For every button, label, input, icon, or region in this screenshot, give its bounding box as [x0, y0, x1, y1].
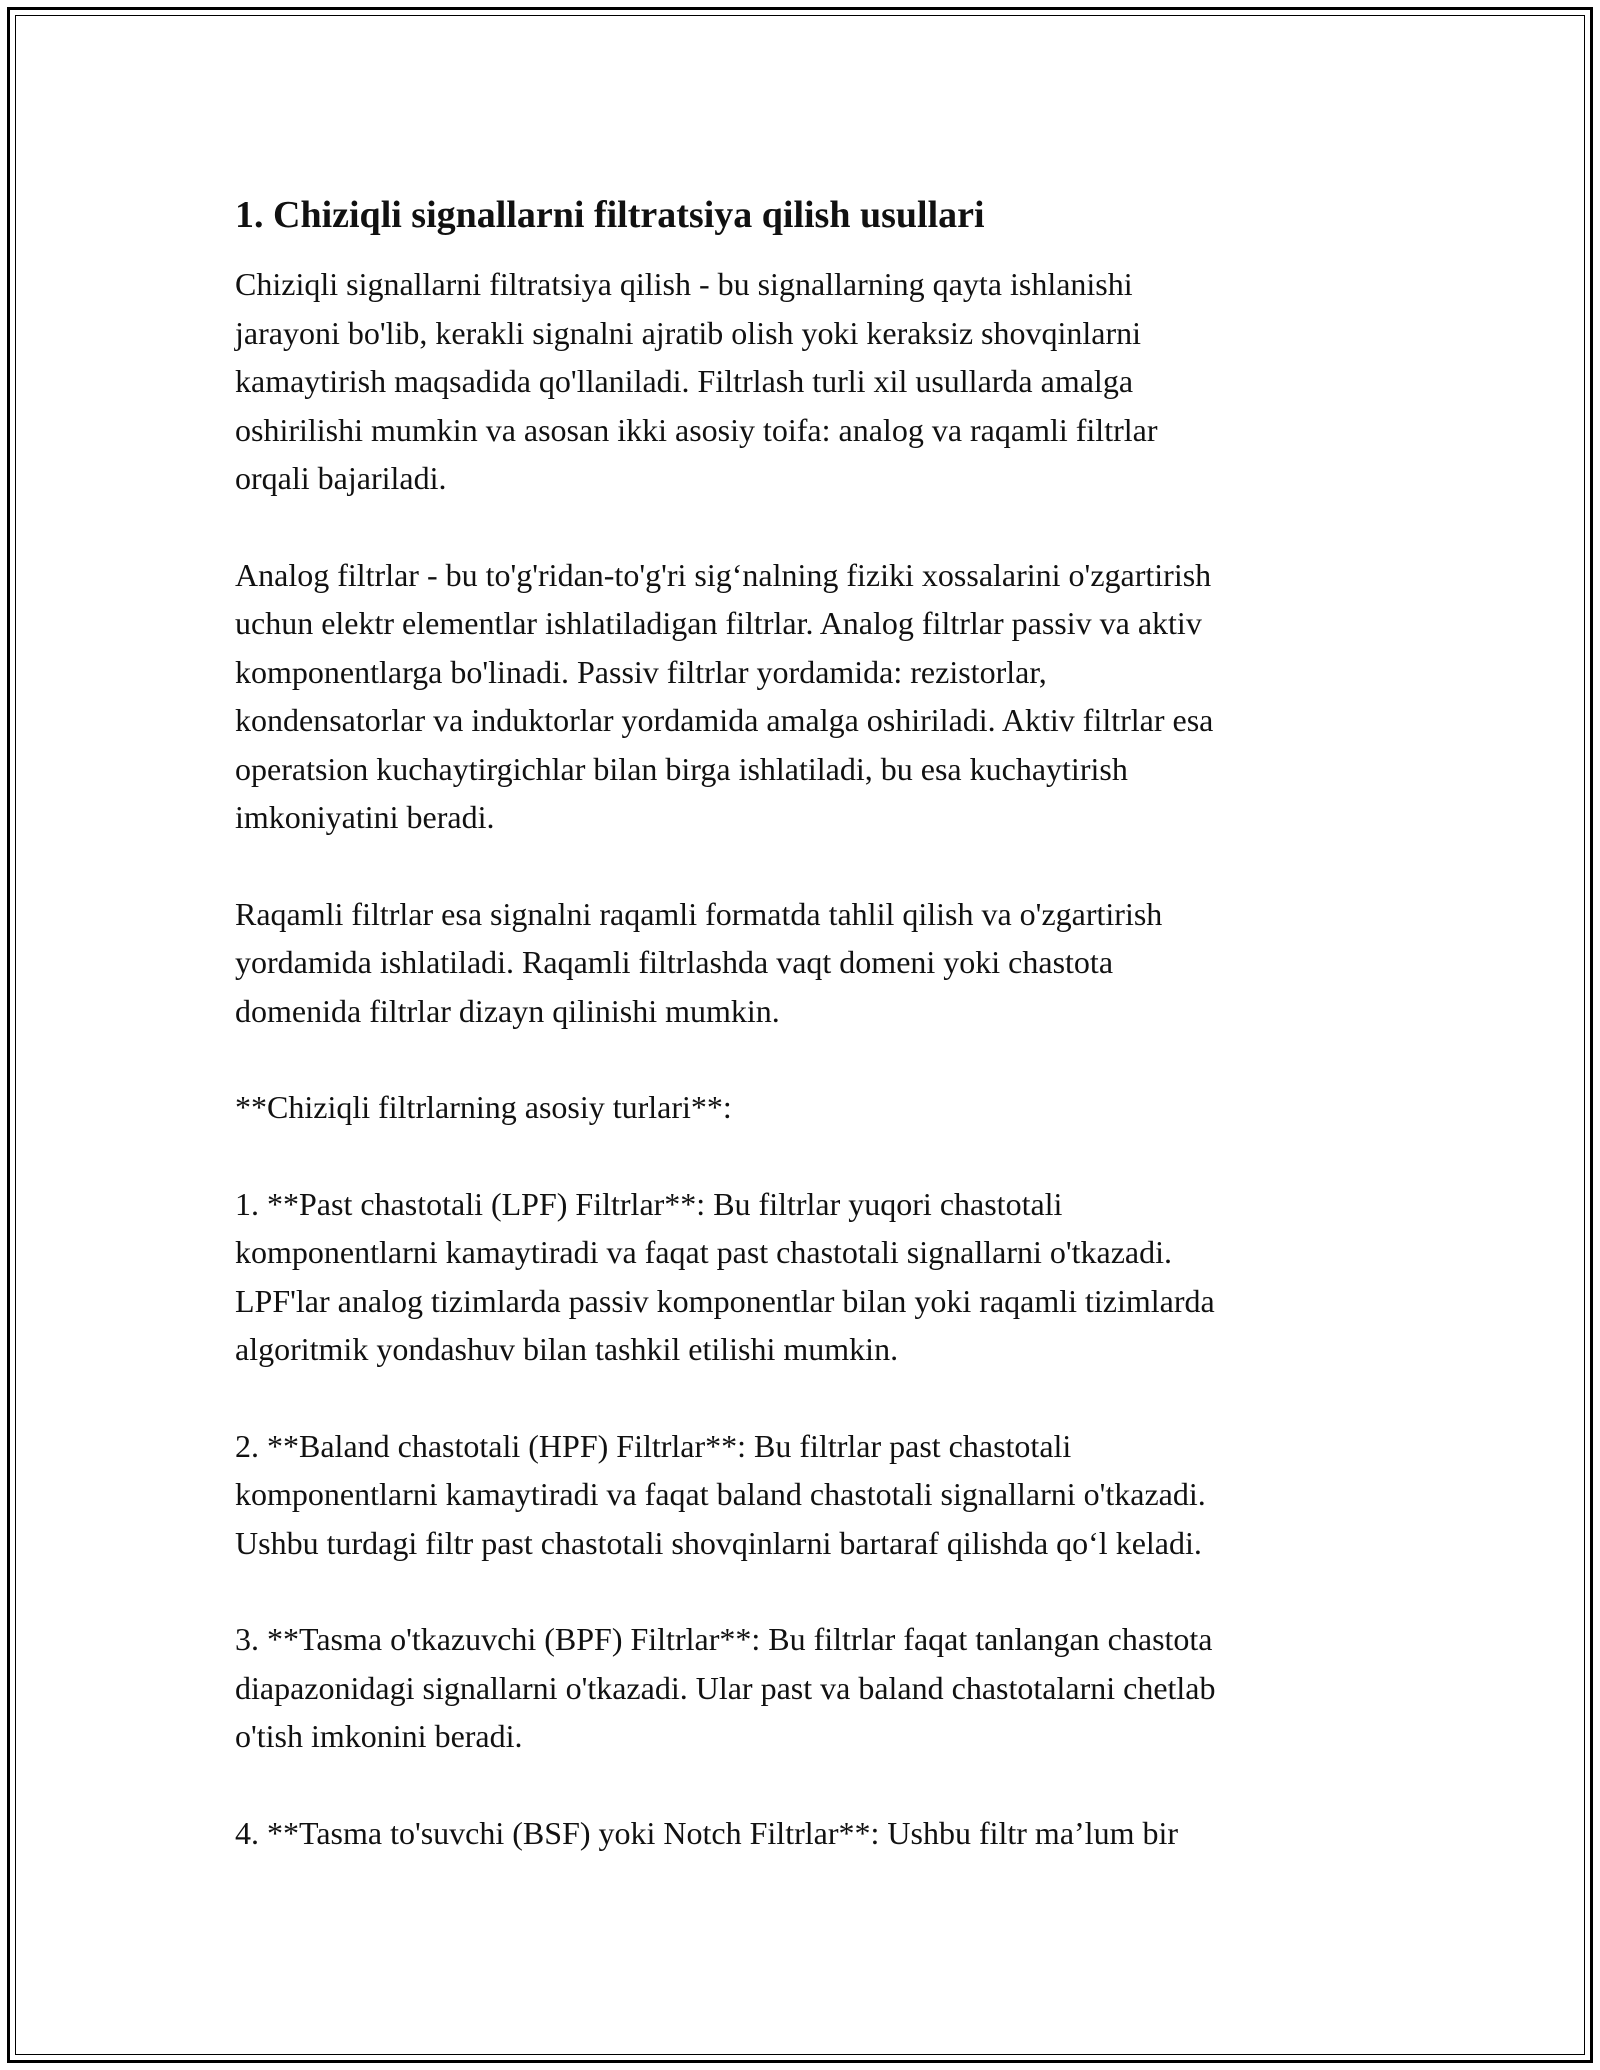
paragraph-intro: Chiziqli signallarni filtratsiya qilish - bu signallarning qayta ishlanishi jarayoni bo'lib, kerakli signalni ajratib olish yoki keraksiz shovqinlarni kamaytirish maqsadida qo'llaniladi. Filtrlash turli xil usullarda amalga oshirilishi mumkin va asosan ikki asosiy toifa: analog va raqamli filtrlar orqali bajariladi.: [235, 266, 1158, 496]
paragraph-analog-filters: Analog filtrlar - bu to'g'ridan-to'g'ri sig‘nalning fiziki xossalarini o'zgartirish uchun elektr elementlar ishlatiladigan filtrlar. Analog filtrlar passiv va aktiv komponentlarga bo'linadi. Passiv filtrlar yordamida: rezistorlar, kondensatorlar va induktorlar yordamida amalga oshiriladi. Aktiv filtrlar esa operatsion kuchaytirgichlar bilan birga ishlatiladi, bu esa kuchaytirish imkoniyatini beradi.: [235, 556, 1214, 835]
paragraph-digital-filters: Raqamli filtrlar esa signalni raqamli formatda tahlil qilish va o'zgartirish yordamida ishlatiladi. Raqamli filtrlashda vaqt domeni yoki chastota domenida filtrlar dizayn qilinishi mumkin.: [235, 895, 1163, 1029]
document-body: [235, 188, 1375, 1905]
list-item-bsf: 4. **Tasma to'suvchi (BSF) yoki Notch Filtrlar**: Ushbu filtr ma’lum bir: [235, 1814, 1178, 1851]
list-item-lpf: 1. **Past chastotali (LPF) Filtrlar**: Bu filtrlar yuqori chastotali komponentlarni kamaytiradi va faqat past chastotali signallarni o'tkazadi. LPF'lar analog tizimlarda passiv komponentlar bilan yoki raqamli tizimlarda algoritmik yondashuv bilan tashkil etilishi mumkin.: [235, 1185, 1215, 1367]
page-title: 1. Chiziqli signallarni filtratsiya qilish usullari: [235, 194, 985, 236]
list-item-bpf: 3. **Tasma o'tkazuvchi (BPF) Filtrlar**: Bu filtrlar faqat tanlangan chastota diapazonidagi signallarni o'tkazadi. Ular past va baland chastotalarni chetlab o'tish imkonini beradi.: [235, 1621, 1216, 1754]
list-item-hpf: 2. **Baland chastotali (HPF) Filtrlar**: Bu filtrlar past chastotali komponentlarni kamaytiradi va faqat baland chastotali signallarni o'tkazadi. Ushbu turdagi filtr past chastotali shovqinlarni bartaraf qilishda qo‘l keladi.: [235, 1427, 1206, 1561]
paragraph-filter-types-heading: **Chiziqli filtrlarning asosiy turlari**:: [235, 1089, 732, 1125]
